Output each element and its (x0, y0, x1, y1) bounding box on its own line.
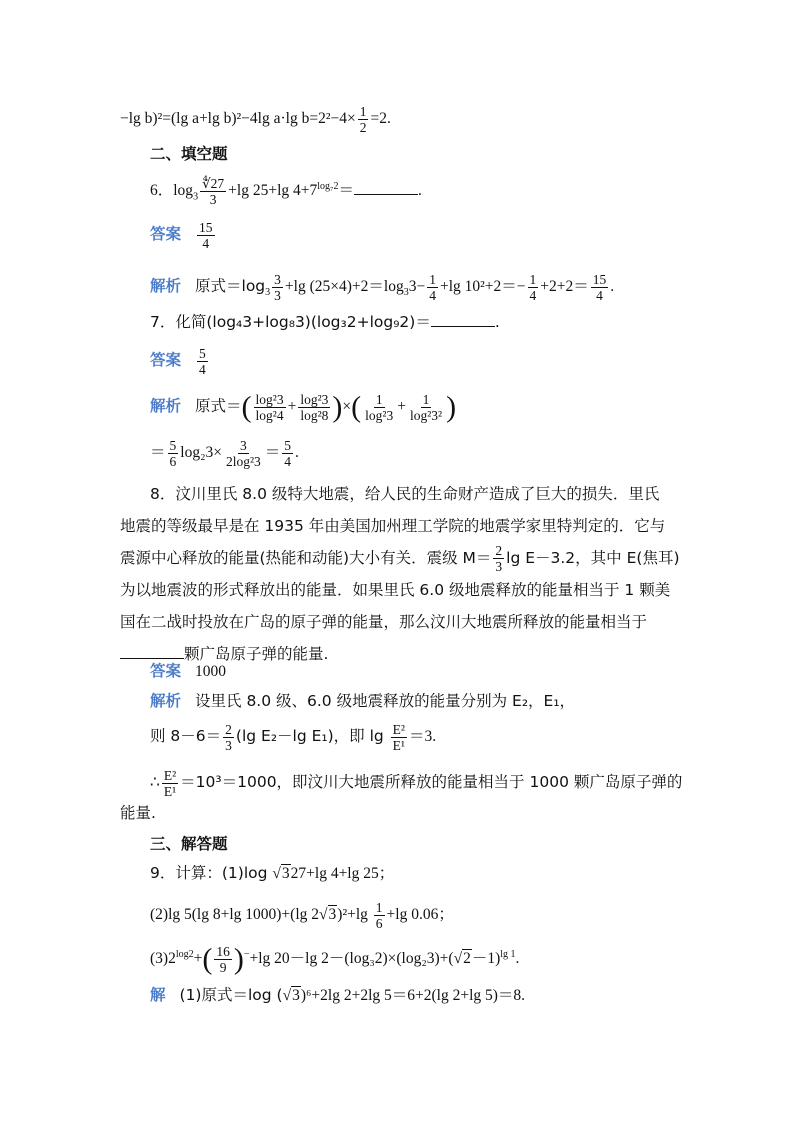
fraction (391, 722, 407, 753)
solution-7: 解析 原式＝( $\frac{\text{log²3}}{\text{log²4}}$ + $\frac{\text{log²3}}{\text{log²8}}$ )×( $\frac{1}{\text{log²3}}$ + $\frac{1}{\text{log²3²}}$ ) (150, 390, 457, 424)
fraction (358, 104, 369, 135)
answer-blank[interactable] (431, 312, 495, 327)
fraction (224, 438, 263, 469)
fraction (162, 768, 178, 799)
den: 2 (359, 120, 367, 135)
text: +2+2＝ (540, 278, 589, 296)
sup: lg 1 (500, 949, 516, 960)
fraction (214, 944, 232, 975)
num: 1 (359, 104, 367, 119)
den: 6 (169, 454, 177, 469)
answer-blank[interactable] (120, 644, 184, 659)
question-9-part1: 9．计算：(1)log √327+lg 4+lg 25； (150, 864, 395, 882)
den: 2log²3 (225, 454, 261, 469)
text: 原式＝ (195, 397, 242, 416)
text: (3)2 (150, 950, 176, 968)
text: 颗广岛原子弹的能量. (184, 645, 329, 663)
question-9-part2: (2)lg 5(lg 8+lg 1000)+(lg 2√3)²+lg $\frac{1}{6}$ +lg 0.06； (150, 900, 454, 931)
num: 3 (274, 272, 281, 287)
section-title-3: 三、解答题 (150, 835, 228, 853)
fraction (493, 543, 504, 574)
den: E¹ (392, 738, 405, 753)
num: log²3 (255, 392, 284, 407)
radicand: 3 (292, 987, 300, 1004)
text: +lg 20－lg 2－(log₃2)×(log₂3)+( (249, 950, 454, 968)
answer-8 (150, 660, 226, 683)
section-title-2: 二、填空题 (150, 145, 228, 163)
num: 5 (199, 346, 206, 361)
text: −lg b)²=(lg a+lg b)²−4lg a·lg b=2²−4× (120, 110, 356, 128)
text: (lg E₂－lg E₁)，即 lg (235, 727, 389, 746)
num: 16 (216, 944, 230, 960)
solution-8-line3 (150, 768, 682, 799)
num: 1 (529, 272, 537, 287)
solution-6: 解析 原式$=\log_3$ $\frac{3}{3}$ +lg $(25\times 4)+2=\log_33-$ $\frac{1}{4}$ +lg 10²+2＝− $\frac{1}{4}$ +2+2＝ $\frac{15}{4}$ . (150, 272, 615, 303)
den: log²8 (300, 408, 329, 423)
text: 6．log (150, 182, 194, 200)
num: 15 (592, 272, 607, 287)
sup: log₇2 (317, 181, 339, 192)
continuation-line (120, 104, 391, 135)
fraction (254, 392, 286, 423)
analysis-label: 解析 (150, 397, 182, 416)
num: 3 (240, 438, 247, 453)
text: +lg 0.06； (386, 906, 454, 924)
fraction (200, 176, 226, 207)
question-9-part3: $(3)2^{log2}+$( $\frac{16}{9}$ )−+lg 20－lg $2-(\log_32)\times(\log_23)+(√2-1)^{lg 1}$. (150, 942, 520, 976)
num: 15 (199, 220, 213, 235)
fraction (374, 900, 385, 931)
text: + (193, 950, 203, 968)
text: (1)原式＝log ( (179, 986, 283, 1004)
q8-line: 地震的等级最早是在 1935 年由美国加州理工学院的地震学家里特判定的．它与 (120, 517, 666, 535)
text: )²+lg (337, 906, 372, 924)
text: ＝ (264, 444, 281, 462)
text: +lg (25×4)+2＝log (284, 278, 404, 296)
fraction (168, 438, 179, 469)
fraction (408, 392, 444, 423)
text: ＝ (338, 182, 355, 200)
question-8 (120, 478, 680, 670)
fraction (427, 272, 438, 303)
den: 3 (495, 559, 503, 574)
text: )⁶+2lg 2+2lg 5＝6+2(lg 2+lg 5)＝8. (300, 987, 526, 1004)
fraction (223, 722, 234, 753)
den: 4 (529, 288, 537, 303)
den: 4 (199, 362, 206, 377)
text: 27+lg 4+lg 25； (290, 865, 395, 882)
text: lg E－3.2，其中 E(焦耳) (506, 549, 680, 567)
num: E² (392, 722, 405, 737)
solution-8 (150, 690, 575, 712)
num: E² (163, 768, 177, 783)
sup: − (243, 949, 250, 960)
den: 3 (225, 738, 232, 753)
answer-6 (150, 220, 217, 251)
text: . (610, 278, 615, 296)
num: 2 (225, 722, 232, 737)
fraction (528, 272, 539, 303)
text: . (418, 182, 422, 200)
num: 5 (169, 438, 177, 453)
text: 3− (408, 278, 426, 296)
solution-8-line2 (150, 722, 436, 753)
den: 3 (209, 192, 217, 208)
num: 2 (495, 543, 503, 558)
text: －1) (471, 950, 501, 968)
text: × (342, 398, 352, 416)
den: 4 (596, 288, 603, 303)
den: E¹ (163, 784, 177, 799)
solution-9: 解 (1)原式＝log (√3)⁶+2lg 2+2lg 5＝6+2(lg 2+lg 5)＝8. (150, 986, 526, 1004)
fraction (298, 392, 330, 423)
question-7 (150, 311, 500, 333)
num: 1 (375, 900, 383, 915)
answer-value: 1000 (195, 663, 227, 680)
question-6 (150, 176, 422, 208)
text: +lg 25+lg 4+7 (228, 182, 318, 200)
sub: 3 (193, 191, 199, 203)
text: 原式＝log (195, 277, 266, 296)
fraction (197, 220, 215, 251)
num: 1 (375, 392, 383, 407)
analysis-label: 解析 (150, 277, 182, 296)
radicand: 2 (463, 950, 471, 968)
den: 4 (429, 288, 436, 303)
q8-line: 为以地震波的形式释放出的能量．如果里氏 6.0 级地震释放的能量相当于 1 颗美 (120, 581, 671, 599)
q8-line (120, 542, 680, 574)
text: . (515, 950, 520, 968)
solution-7-cont (150, 438, 299, 469)
den: log²3² (409, 408, 443, 423)
text: ∴ (150, 774, 160, 792)
solution-8-line4: 能量. (120, 804, 156, 822)
den: 9 (219, 960, 227, 976)
text: . (494, 313, 500, 331)
den: 4 (202, 236, 210, 251)
text: log₂3× (180, 444, 222, 462)
text: =2. (370, 110, 391, 128)
text: . (295, 444, 299, 462)
num: 5 (284, 438, 292, 453)
den: 4 (284, 454, 292, 469)
fraction (591, 272, 609, 303)
num: 1 (429, 272, 436, 287)
answer-7 (150, 346, 210, 377)
analysis-label: 解析 (150, 692, 182, 710)
text: +lg 10²+2＝− (439, 278, 526, 296)
text: 9．计算：(1)log (150, 864, 273, 882)
num: ∜27 (202, 176, 225, 192)
answer-label: 答案 (150, 351, 182, 370)
num: 1 (422, 392, 430, 407)
answer-label: 答案 (150, 662, 182, 680)
den: 6 (375, 916, 383, 931)
text: 则 8－6＝ (150, 727, 222, 746)
answer-blank[interactable] (354, 180, 418, 195)
fraction (363, 392, 395, 423)
fraction (197, 346, 208, 377)
text: 设里氏 8.0 级、6.0 级地震释放的能量分别为 E₂，E₁， (195, 692, 576, 710)
den: log²4 (255, 408, 284, 423)
sup: log2 (175, 949, 194, 960)
text: ＝ (150, 444, 166, 462)
num: log²3 (300, 392, 329, 407)
text: 震源中心释放的能量(热能和动能)大小有关．震级 M＝ (120, 549, 492, 567)
text: ＝3. (408, 728, 437, 746)
q8-line: 国在二战时投放在广岛的原子弹的能量，那么汶川大地震所释放的能量相当于 (120, 613, 648, 631)
den: log²3 (365, 408, 394, 423)
radicand: 3 (281, 865, 290, 882)
fraction (282, 438, 293, 469)
den: 3 (274, 288, 281, 303)
text: ＝10³＝1000，即汶川大地震所释放的能量相当于 1000 颗广岛原子弹的 (180, 773, 683, 792)
answer-label: 答案 (150, 225, 182, 244)
radicand: 3 (328, 906, 337, 924)
text: 7．化简(log₄3+log₈3)(log₃2+log₉2)＝ (150, 313, 431, 331)
q8-line: 8．汶川里氏 8.0 级特大地震，给人民的生命财产造成了巨大的损失．里氏 (150, 485, 660, 503)
solution-label: 解 (150, 986, 166, 1004)
fraction (272, 272, 283, 303)
text: (2)lg 5(lg 8+lg 1000)+(lg 2 (150, 906, 320, 924)
